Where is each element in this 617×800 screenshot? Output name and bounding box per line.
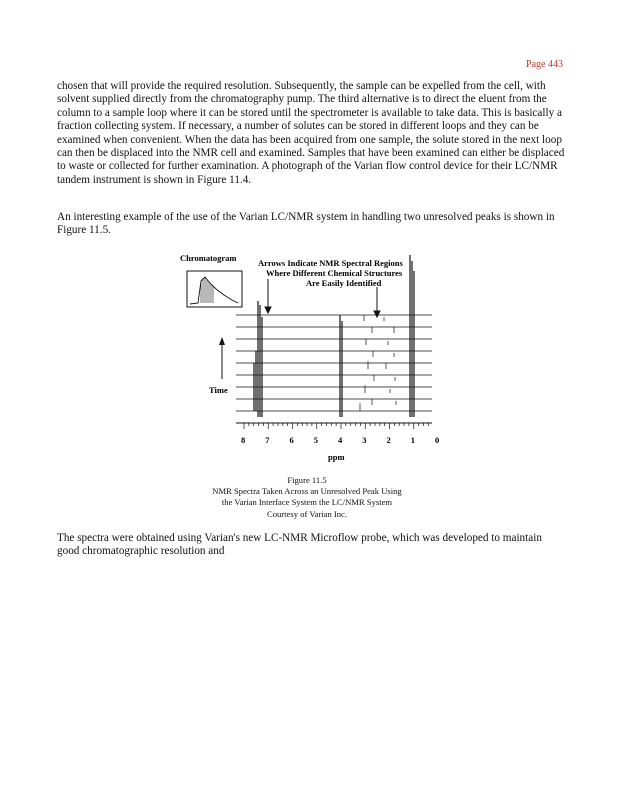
- chromatogram-label: Chromatogram: [180, 253, 237, 263]
- ppm-tick-label: 6: [289, 435, 294, 445]
- nmr-figure: [176, 251, 446, 466]
- arrows-note-line3: Are Easily Identified: [306, 278, 382, 288]
- chromatogram-hatch: [201, 277, 213, 303]
- ppm-tick-label: 0: [435, 435, 440, 445]
- chromatogram-trace: [190, 277, 238, 304]
- ppm-tick-label: 2: [386, 435, 391, 445]
- paragraph-3: The spectra were obtained using Varian's new LC-NMR Microflow probe, which was developed to maintain good chromatographic resolution and: [57, 532, 542, 558]
- ppm-tick-label: 4: [338, 435, 343, 445]
- arrows-note-line2: Where Different Chemical Structures: [266, 268, 403, 278]
- caption-line2: NMR Spectra Taken Across an Unresolved Peak Using: [212, 486, 402, 497]
- time-label: Time: [209, 385, 228, 395]
- ppm-tick-label: 1: [410, 435, 415, 445]
- ppm-tick-label: 5: [313, 435, 318, 445]
- paragraph-1: chosen that will provide the required resolution. Subsequently, the sample can be expelled from the cell, with solvent supplied directly from the chromatography pump. The third alternative is to direct the eluent from the column to a sample loop where it can be stored until the spectrometer is available to take data. This is basically a fraction collecting system. If necessary, a number of solutes can be stored in different loops and they can be examined when convenient. When the data has been acquired from one sample, the solute stored in the next loop can then be displaced into the NMR cell and examined. Samples that have been examined can either be displaced to waste or collected for further examination. A photograph of the Varian flow control device for their LC/NMR tandem instrument is shown in Figure 11.4.: [57, 80, 565, 186]
- figure-caption: [157, 475, 457, 520]
- ppm-tick-label: 3: [362, 435, 367, 445]
- ppm-label: ppm: [328, 452, 345, 462]
- caption-title: Figure 11.5: [287, 475, 327, 485]
- arrows-note-line1: Arrows Indicate NMR Spectral Regions: [258, 258, 403, 268]
- page-number: Page 443: [526, 59, 563, 70]
- ppm-tick-label: 7: [265, 435, 270, 445]
- caption-credit: Courtesy of Varian Inc.: [266, 508, 348, 519]
- chromatogram-inset: [187, 271, 242, 307]
- spectra-stack: [236, 315, 432, 411]
- ppm-axis: [236, 423, 439, 445]
- paragraph-2: An interesting example of the use of the Varian LC/NMR system in handling two unresolved peaks is shown in Figure 11.5.: [57, 211, 555, 237]
- time-axis: [209, 337, 228, 395]
- caption-line3: the Varian Interface System the LC/NMR System: [221, 497, 393, 508]
- ppm-tick-label: 8: [241, 435, 246, 445]
